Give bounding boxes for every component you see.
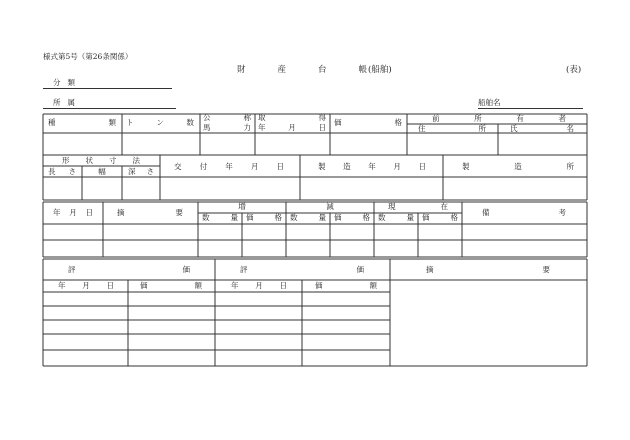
label-suryo-zo: 数 量 xyxy=(202,213,238,222)
document-title xyxy=(237,66,367,75)
label-seizo-nengappi: 製 造 年 月 日 xyxy=(318,162,426,171)
label-tekiyo-3: 摘 要 xyxy=(117,208,183,217)
bunrui-field[interactable] xyxy=(43,88,172,89)
label-suryo-gen: 数 量 xyxy=(290,213,326,222)
label-nengappi-shutoku: 年 月 日 xyxy=(258,123,326,132)
label-nengappi-4a: 年 月 日 xyxy=(58,281,114,290)
label-kagaku-4a: 価 額 xyxy=(140,281,202,290)
title-char: 財 xyxy=(237,65,246,75)
label-seizosho: 製 造 所 xyxy=(462,162,574,171)
label-kofu-nengappi: 交 付 年 月 日 xyxy=(174,162,284,171)
ship-name-label: 船舶名 xyxy=(478,98,501,107)
label-nengappi-4b: 年 月 日 xyxy=(231,281,287,290)
title-suffix: (船舶) xyxy=(368,65,392,75)
shozoku-field[interactable] xyxy=(43,108,176,109)
label-kosho: 公 称 xyxy=(203,113,251,122)
label-tekiyo-4: 摘 要 xyxy=(426,265,550,274)
label-tonsu: ト ン 数 xyxy=(126,118,194,127)
label-biko: 備 考 xyxy=(482,208,566,217)
title-char: 台 xyxy=(317,65,327,75)
label-jusho: 住 所 xyxy=(418,124,486,133)
label-hyoka-2: 評 価 xyxy=(240,265,364,274)
label-keijo-sunpo: 形 状 寸 法 xyxy=(62,156,140,165)
label-nengappi-3: 年 月 日 xyxy=(53,208,93,217)
label-kakaku-gen: 価 格 xyxy=(334,213,370,222)
label-kakaku-genzai: 価 格 xyxy=(422,213,458,222)
ship-name-field[interactable] xyxy=(478,108,583,109)
label-bariki: 馬 力 xyxy=(203,123,251,132)
label-zo: 増 xyxy=(238,202,246,211)
form-number: 様式第5号（第26条関係） xyxy=(43,52,133,61)
label-genzai: 現 在 xyxy=(388,202,448,211)
label-fukasa: 深 さ xyxy=(128,167,154,176)
title-char: 産 xyxy=(277,65,286,75)
title-char: 帳 xyxy=(358,65,367,75)
label-haba: 幅 xyxy=(98,167,106,176)
page-side-label: (表) xyxy=(566,65,582,75)
label-suryo-genzai: 数 量 xyxy=(378,213,414,222)
label-kakaku: 価 格 xyxy=(334,118,402,127)
shozoku-label: 所 属 xyxy=(53,98,75,107)
label-nagasa: 長 さ xyxy=(48,167,76,176)
label-gen: 減 xyxy=(326,202,334,211)
label-shutoku: 取 得 xyxy=(258,113,326,122)
label-shurui: 種 類 xyxy=(48,118,116,127)
label-shimei: 氏 名 xyxy=(510,124,574,133)
label-kagaku-4b: 価 額 xyxy=(315,281,377,290)
label-mae-shoyusha: 前 所 有 者 xyxy=(432,114,566,123)
label-hyoka-1: 評 価 xyxy=(68,265,190,274)
label-kakaku-zo: 価 格 xyxy=(246,213,282,222)
bunrui-label: 分 類 xyxy=(53,78,75,87)
